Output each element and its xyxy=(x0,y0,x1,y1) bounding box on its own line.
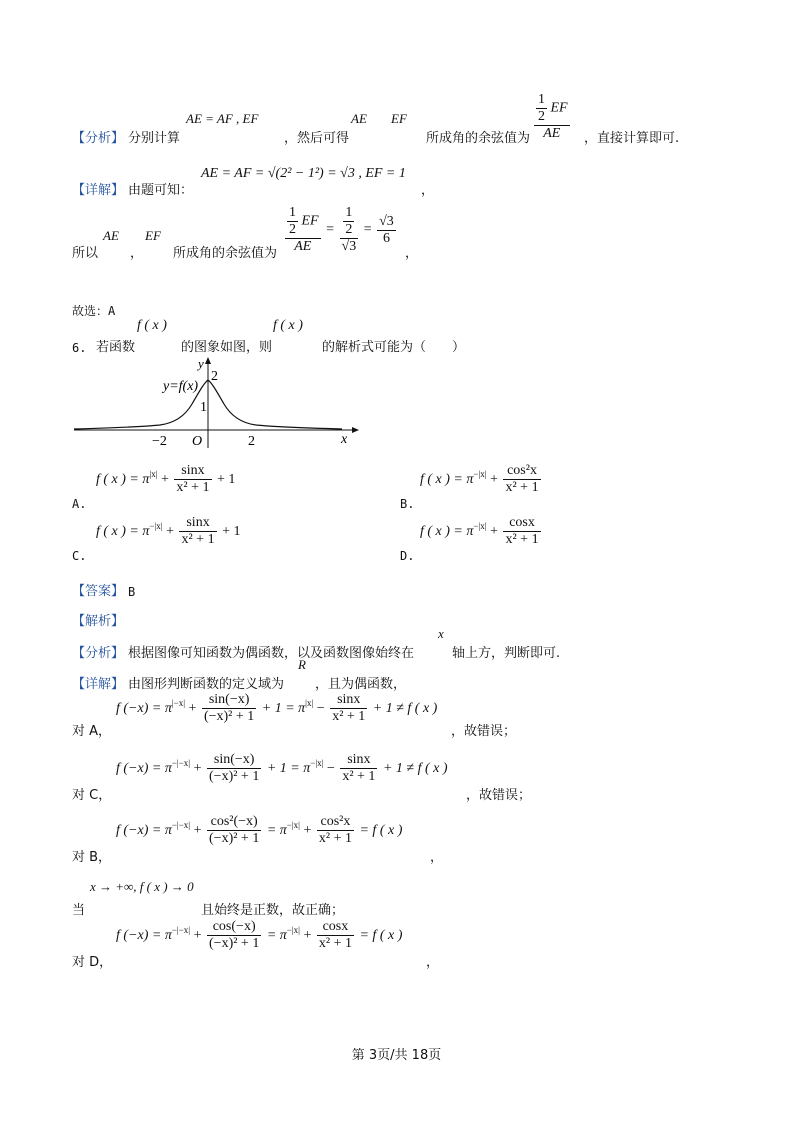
option-letter: B. xyxy=(400,497,415,511)
page-number: 第 3页/共 18页 xyxy=(351,1048,442,1063)
text: 对 B， xyxy=(72,850,112,865)
text: ，故错误； xyxy=(466,788,532,803)
text: 且始终是正数，故正确； xyxy=(201,903,345,918)
check-formula: f $(-x) = \pi^{|-x|}$ + $\frac{\sin(-x)}{\text{(−x)² + 1}}$ + $1 = \pi^{|x|}$ − $\frac{\sin x}{\text{x² + 1}}$ + 1 ≠ f ( x ) xyxy=(116,692,438,724)
x-axis-arrow-icon xyxy=(352,427,359,433)
analysis-tag: 【分析】 xyxy=(72,646,125,661)
math-fx: f ( x ) xyxy=(137,318,167,333)
option-letter: D. xyxy=(400,549,415,563)
text: ，然后可得 xyxy=(284,131,350,146)
x-tick-neg2: −2 xyxy=(152,434,167,449)
frac-six: 6 xyxy=(382,230,390,246)
y-tick-2: 2 xyxy=(211,369,218,384)
option-formula: f ( x ) = $\pi^{-|x|}$ + $\frac{\cos x}{\text{x² + 1}}$ xyxy=(420,515,539,547)
text: 对 C， xyxy=(72,788,112,803)
question-number: 6. xyxy=(72,341,87,355)
text: 所以 xyxy=(72,246,99,261)
curve-label: y=f(x) xyxy=(163,379,199,394)
text: 所成角的余弦值为 xyxy=(426,131,531,146)
check-formula: f $(-x) = \pi^{-|-x|}$ + $\frac{\sin(-x)}{\text{(−x)² + 1}}$ + $1 = \pi^{-|x|}$ − $\frac{\sin x}{\text{x² + 1}}$ + 1 ≠ f ( x ) xyxy=(116,752,448,784)
answer-value: B xyxy=(128,585,136,599)
text: ，故错误； xyxy=(451,724,517,739)
frac-half-num: 1 xyxy=(538,92,545,107)
math-R: R xyxy=(298,657,306,672)
text: ， xyxy=(426,955,440,970)
text: ， xyxy=(405,246,419,261)
formula-lengths: AE = AF = √(2² − 1²) = √3 , EF = 1 xyxy=(201,166,406,181)
option-formula: f ( x ) = $\pi^{|x|}$ + $\frac{\sin x}{\text{x² + 1}}$ + 1 xyxy=(96,463,236,495)
y-axis-label: y xyxy=(198,356,204,371)
frac-ae: AE xyxy=(543,126,561,141)
x-tick-2: 2 xyxy=(248,434,255,449)
option-letter: C. xyxy=(72,549,87,563)
text: 轴上方，判断即可. xyxy=(452,646,561,661)
y-tick-1: 1 xyxy=(200,400,207,415)
text: 根据图像可知函数为偶函数，以及函数图像始终在 xyxy=(128,646,415,661)
frac-ef: EF xyxy=(550,100,568,116)
frac-half-num: 1 xyxy=(345,205,353,220)
text: 由题可知： xyxy=(128,183,194,198)
text: 当 xyxy=(72,903,86,918)
choice-line: 故选：A xyxy=(72,304,116,318)
text: ， xyxy=(130,246,144,261)
frac-ae: AE xyxy=(294,239,312,254)
math-x: x xyxy=(438,626,444,641)
math-fx: f ( x ) xyxy=(273,318,303,333)
y-axis-arrow-icon xyxy=(205,357,211,364)
frac-half-den: 2 xyxy=(345,222,353,237)
explanation-tag: 【解析】 xyxy=(72,614,125,629)
text: 由图形判断函数的定义域为 xyxy=(128,677,285,692)
option-letter: A. xyxy=(72,497,87,511)
text: ，直接计算即可. xyxy=(584,131,680,146)
text: 的解析式可能为（ ） xyxy=(322,340,466,355)
text: ，且为偶函数， xyxy=(315,677,407,692)
math-ae: AE xyxy=(351,111,367,126)
cosine-fraction xyxy=(532,92,572,142)
math-ef: EF xyxy=(145,228,161,243)
frac-ef: EF xyxy=(301,213,319,229)
check-formula: f $(-x) = \pi^{-|-x|}$ + $\frac{\cos(-x)}{\text{(−x)² + 1}}$ = $\pi^{-|x|}$ + $\frac{\cos x}{\text{x² + 1}}$ = f ( x ) xyxy=(116,919,403,951)
origin-label: O xyxy=(192,434,203,449)
math-ef: EF xyxy=(391,111,407,126)
frac-half-den: 2 xyxy=(289,222,296,237)
text: 对 D， xyxy=(72,955,113,970)
x-axis-label: x xyxy=(341,432,348,447)
math-ae: AE xyxy=(103,228,119,243)
frac-half-den: 2 xyxy=(538,109,545,124)
text: ， xyxy=(421,183,435,198)
text: 对 A， xyxy=(72,724,112,739)
analysis-tag: 【分析】 xyxy=(72,131,125,146)
function-graph xyxy=(70,356,360,450)
frac-sqrt3-num: √3 xyxy=(379,213,394,229)
text: 若函数 xyxy=(96,340,136,355)
check-formula: f $(-x) = \pi^{-|-x|}$ + $\frac{\text{cos²(−x)}}{\text{(−x)² + 1}}$ = $\pi^{-|x|}$ + $\frac{\text{cos²x}}{\text{x² + 1}}$ = f ( x ) xyxy=(116,814,403,846)
detail-tag: 【详解】 xyxy=(72,183,125,198)
text: 分别计算 xyxy=(128,131,181,146)
detail-tag: 【详解】 xyxy=(72,677,125,692)
cosine-result-formula: $\frac{1}{2}$ EF AE = $\frac{\frac{1}{2}}{√3}$ = $\frac{√3}{6}$ xyxy=(283,205,398,255)
text: ， xyxy=(430,850,444,865)
option-formula: f ( x ) = $\pi^{-|x|}$ + $\frac{\text{cos²x}}{\text{x² + 1}}$ xyxy=(420,463,539,495)
limit-formula: x → +∞, f ( x ) → 0 xyxy=(90,879,194,894)
text: 所成角的余弦值为 xyxy=(173,246,278,261)
frac-sqrt3: √3 xyxy=(341,239,357,254)
frac-half-num: 1 xyxy=(289,205,296,220)
option-formula: f ( x ) = $\pi^{-|x|}$ + $\frac{\sin x}{\text{x² + 1}}$ + 1 xyxy=(96,515,241,547)
answer-tag: 【答案】 xyxy=(72,584,125,599)
formula-ae-af-ef: AE = AF , EF xyxy=(186,111,259,126)
text: 的图象如图，则 xyxy=(181,340,273,355)
